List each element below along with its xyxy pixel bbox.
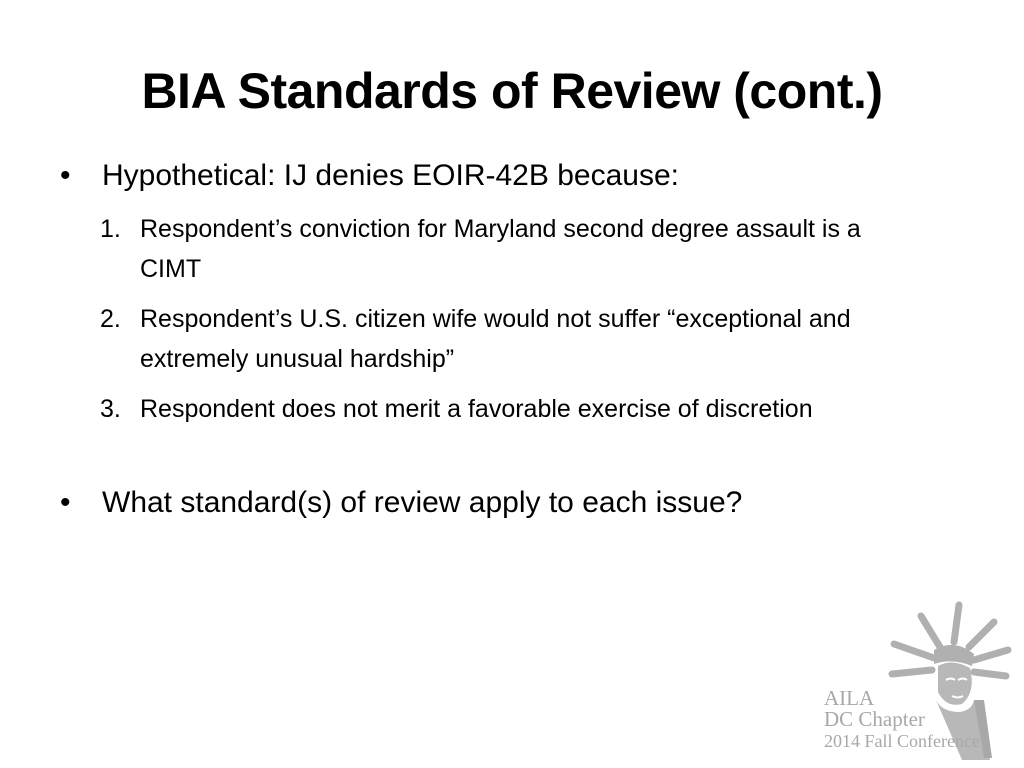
bullet-item: [60, 158, 679, 194]
item-number: 2.: [100, 305, 121, 333]
item-text: Respondent does not merit a favorable exercise of discretion: [140, 395, 813, 423]
numbered-item: [100, 299, 900, 379]
item-number: 3.: [100, 395, 121, 423]
numbered-item: [100, 389, 900, 429]
numbered-item: [100, 209, 900, 289]
bullet-item: [60, 485, 742, 521]
bullet-text: Hypothetical: IJ denies EOIR-42B because:: [102, 159, 679, 192]
bullet-marker: •: [60, 486, 71, 519]
bullet-marker: •: [60, 159, 71, 192]
logo-text-line: DC Chapter: [824, 707, 925, 731]
logo-text-line: AILA: [824, 686, 875, 710]
logo-text-line: 2014 Fall Conference: [824, 731, 980, 751]
item-text: Respondent’s conviction for Maryland second degree assault is a CIMT: [140, 215, 861, 283]
slide-title: BIA Standards of Review (cont.): [141, 63, 883, 119]
bullet-text: What standard(s) of review apply to each issue?: [102, 486, 743, 519]
item-text: Respondent’s U.S. citizen wife would not suffer “exceptional and extremely unusual hardship”: [140, 305, 851, 373]
item-number: 1.: [100, 215, 121, 243]
